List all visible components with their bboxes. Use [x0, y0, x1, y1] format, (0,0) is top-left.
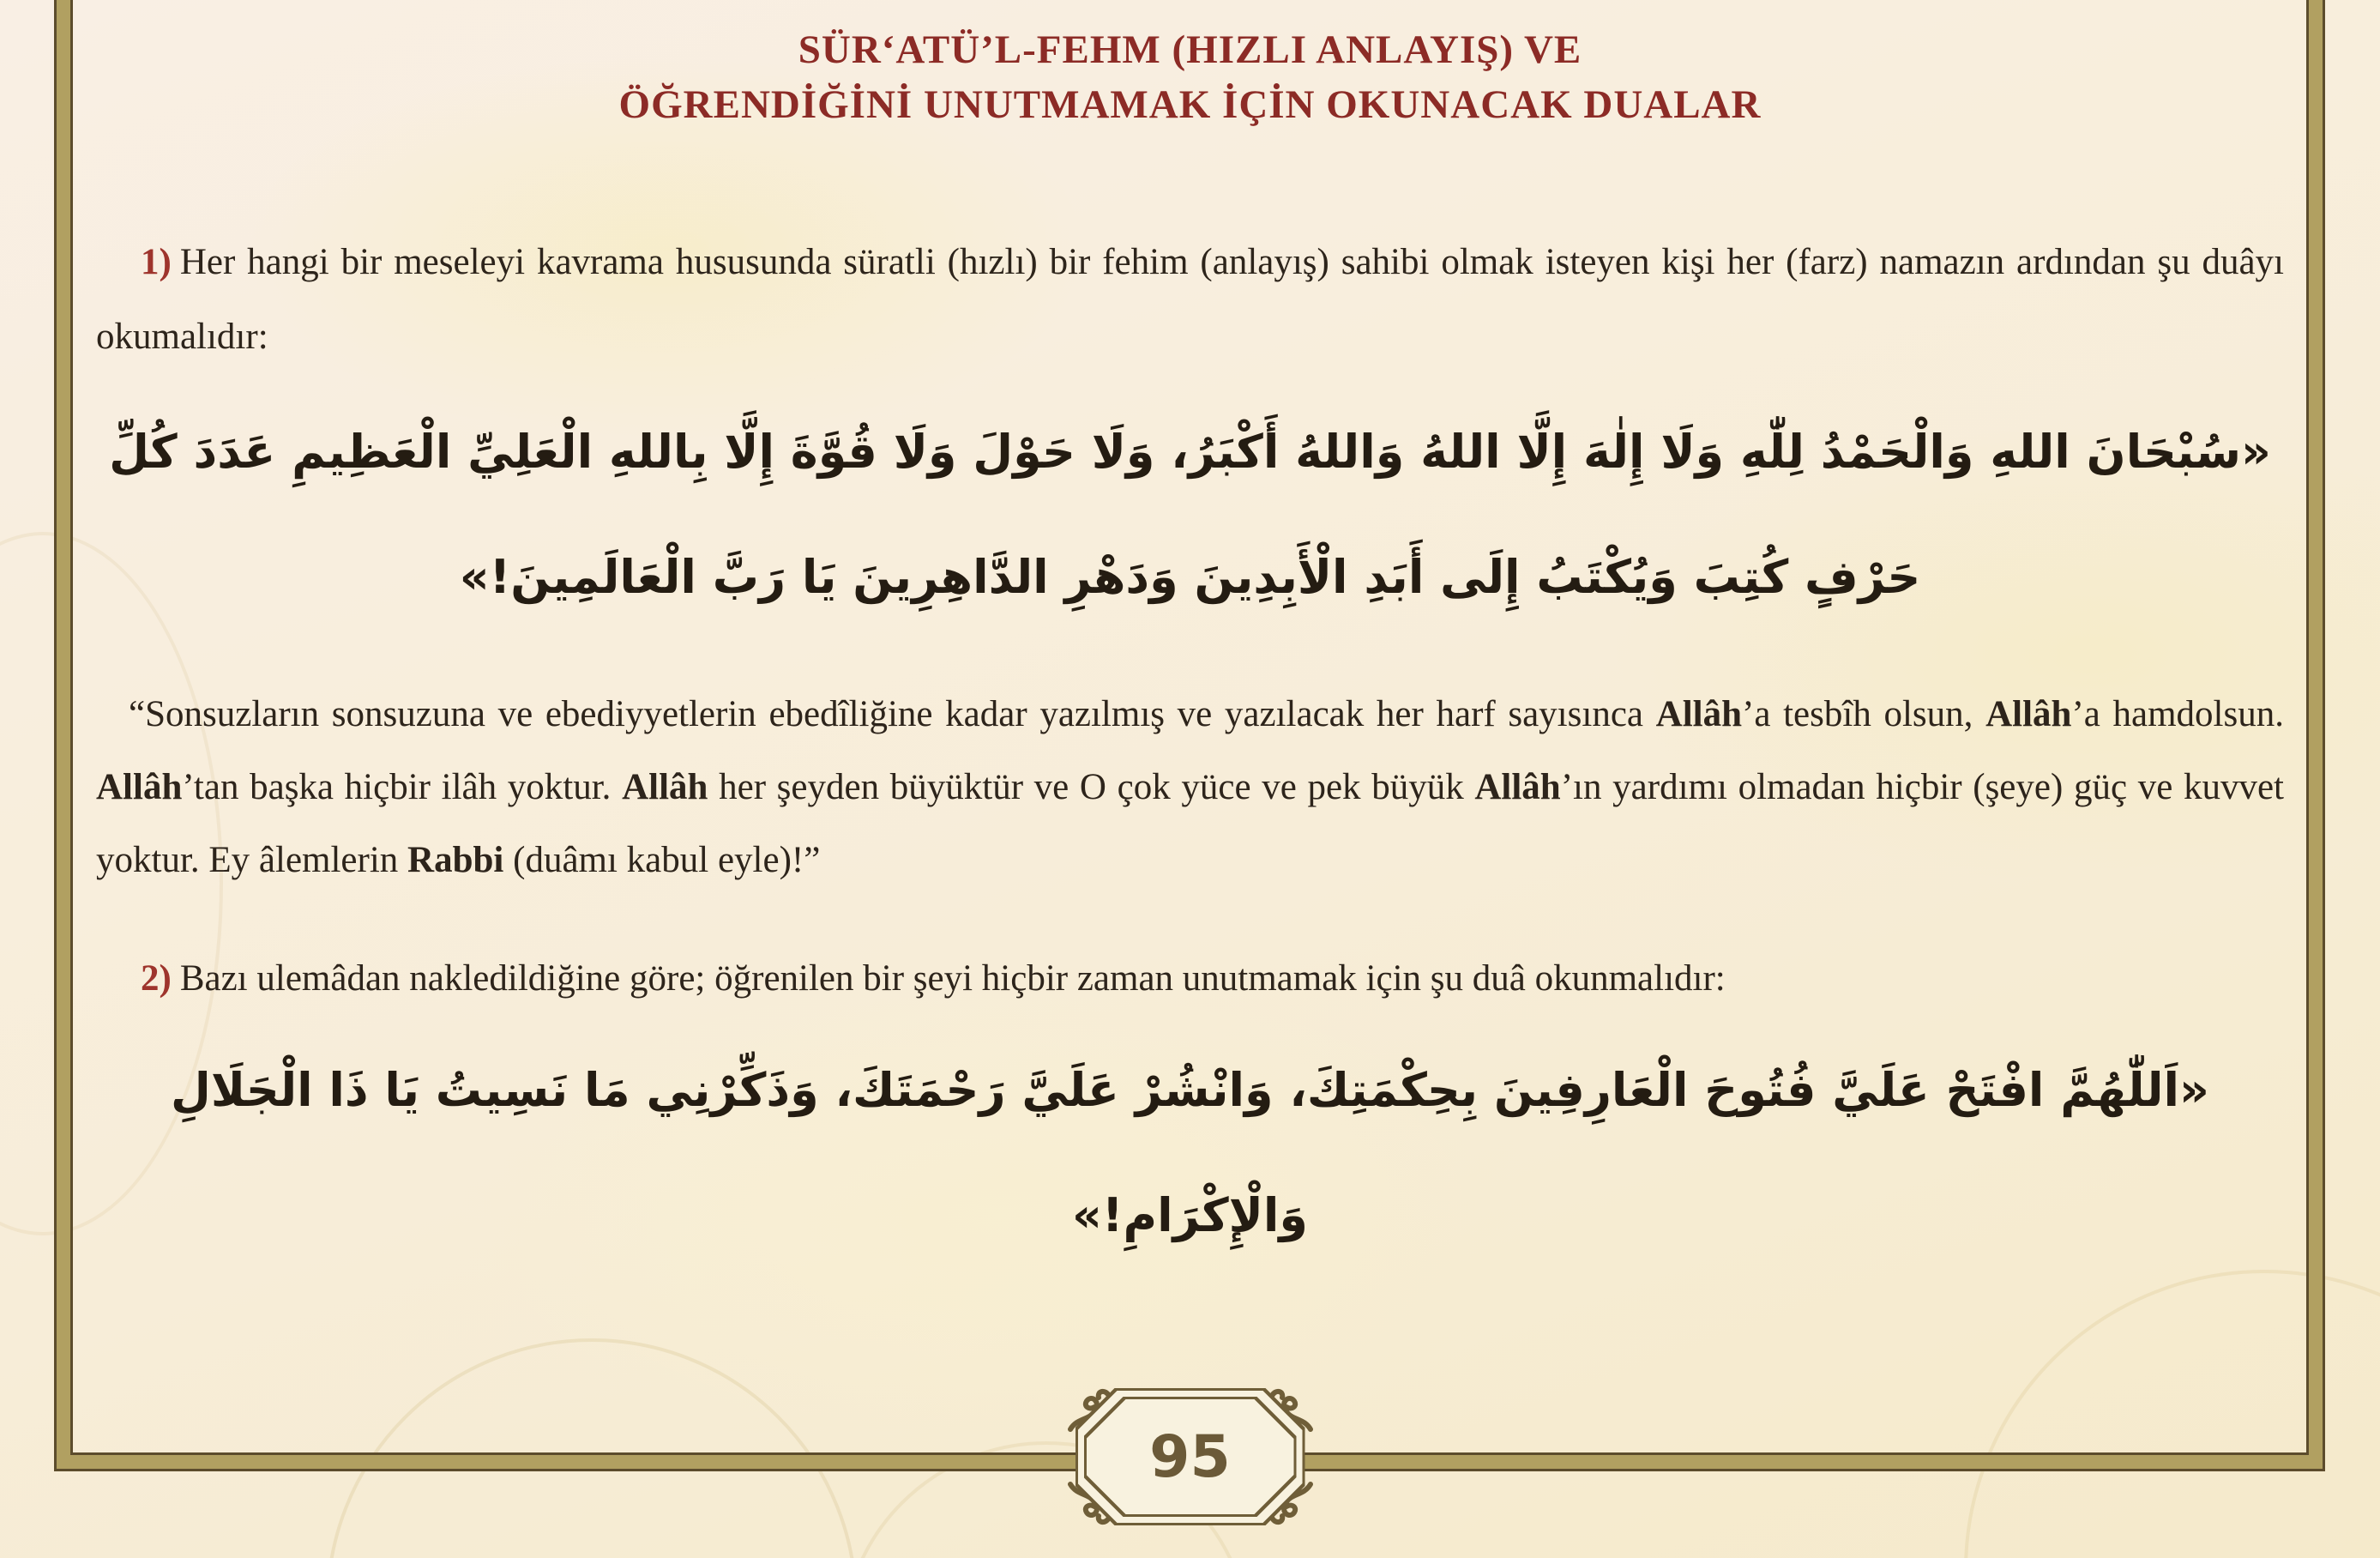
title-line-1: SÜR‘ATÜ’L-FEHM (HIZLI ANLAYIŞ) VE	[798, 27, 1582, 72]
page-content	[96, 0, 2284, 1278]
arabic-prayer-1: «سُبْحَانَ اللهِ وَالْحَمْدُ لِلّٰهِ وَلَا إِلٰهَ إِلَّا اللهُ وَاللهُ أَكْبَرُ، وَلَا حَوْلَ وَلَا قُوَّةَ إِلَّا بِاللهِ الْعَلِيِّ الْعَظِيمِ عَدَدَ كُلِّ حَرْفٍ كُتِبَ وَيُكْتَبُ إِلَى أَبَدِ الْأَبِدِينَ وَدَهْرِ الدَّاهِرِينَ يَا رَبَّ الْعَالَمِينَ!»	[109, 425, 2271, 604]
paragraph-2	[96, 941, 2284, 1016]
page-number-ornament	[1076, 1388, 1305, 1525]
paragraph-2-text: Bazı ulemâdan nakledildiğine göre; öğrenilen bir şeyi hiçbir zaman unutmamak için şu duâ okunmalıdır:	[179, 958, 1726, 999]
page-title	[96, 22, 2284, 132]
paragraph-2-number: 2)	[141, 958, 172, 999]
page-number: 95	[1149, 1422, 1231, 1491]
paragraph-1-number: 1)	[141, 242, 172, 282]
title-line-2: ÖĞRENDİĞİNİ UNUTMAMAK İÇİN OKUNACAK DUALAR	[618, 82, 1762, 127]
translation-paragraph: “Sonsuzların sonsuzuna ve ebediyyetlerin ebedîliğine kadar yazılmış ve yazılacak her harf sayısınca Allâh’a tesbîh olsun, Allâh’a hamdolsun. Allâh’tan başka hiçbir ilâh yoktur. Allâh her şeyden büyüktür ve O çok yüce ve pek büyük Allâh’ın yardımı olmadan hiçbir (şeye) güç ve kuvvet yoktur. Ey âlemlerin Rabbi (duâmı kabul eyle)!”	[96, 694, 2284, 880]
paragraph-1-text: Her hangi bir meseleyi kavrama hususunda süratli (hızlı) bir fehim (anlayış) sahibi olmak isteyen kişi her (farz) namazın ardından şu duâyı okumalıdır:	[96, 242, 2284, 357]
arabic-prayer-2: «اَللّٰهُمَّ افْتَحْ عَلَيَّ فُتُوحَ الْعَارِفِينَ بِحِكْمَتِكَ، وَانْشُرْ عَلَيَّ رَحْمَتَكَ، وَذَكِّرْنِي مَا نَسِيتُ يَا ذَا الْجَلَالِ وَالْإِكْرَامِ!»	[171, 1063, 2209, 1242]
paragraph-1	[96, 225, 2284, 374]
